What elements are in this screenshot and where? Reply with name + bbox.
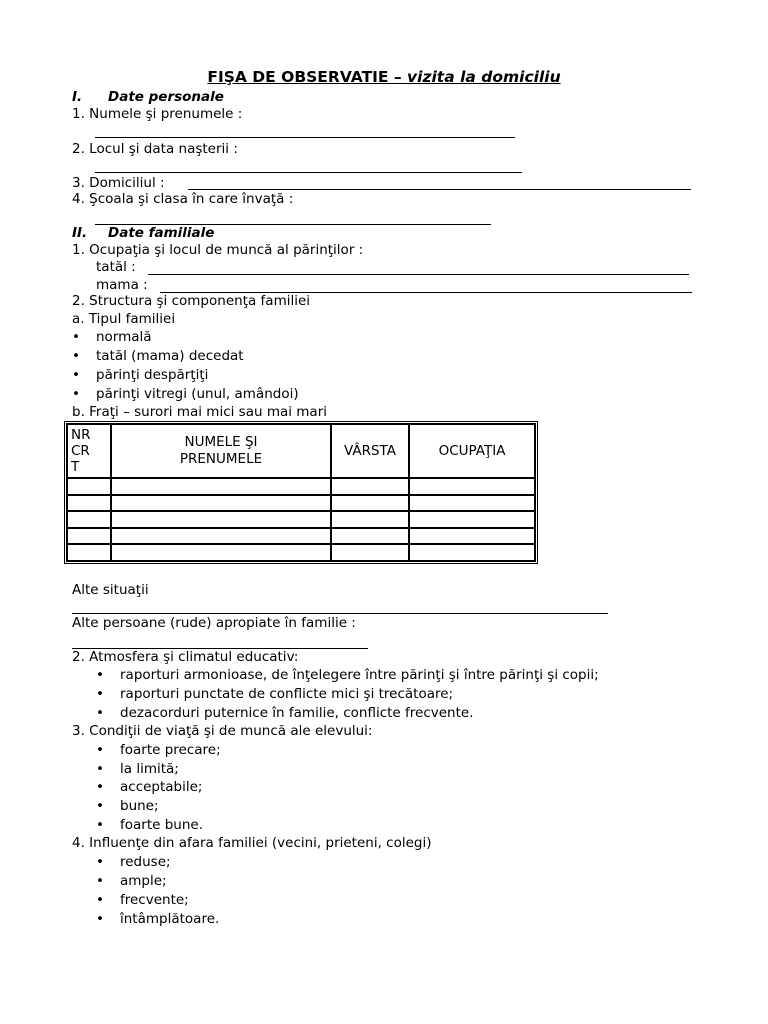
table-cell[interactable] [409,544,535,561]
title-main: FIŞA DE OBSERVATIE – [207,68,408,86]
section-2-label: Date familiale [108,225,215,241]
table-cell[interactable] [111,478,331,495]
family-structure-label: 2. Structura şi componenţa familiei [72,293,311,309]
influences-heading: 4. Influenţe din afara familiei (vecini, prieteni, colegi) [72,835,432,851]
document-title [0,68,768,86]
table-cell[interactable] [111,495,331,512]
conditions-item: • foarte precare; [120,741,221,759]
family-type-heading: a. Tipul familiei [72,311,176,327]
table-cell[interactable] [67,478,111,495]
table-cell[interactable] [331,528,409,545]
table-cell[interactable] [409,528,535,545]
field-birth-line[interactable] [95,172,522,173]
table-cell[interactable] [409,511,535,528]
table-cell[interactable] [111,528,331,545]
influences-item: • reduse; [120,853,171,871]
section-1-number: I. [72,89,83,105]
family-type-item: • părinţi vitregi (unul, amândoi) [96,385,299,403]
siblings-heading: b. Fraţi – surori mai mici sau mai mari [72,404,328,420]
influences-item: • întâmplătoare. [120,910,219,928]
field-address-label: 3. Domiciliul : [72,175,165,191]
influences-item: • frecvente; [120,891,189,909]
title-subtitle: vizita la domiciliu [407,68,561,86]
field-birth-label: 2. Locul şi data naşterii : [72,141,238,157]
family-type-item: • normală [96,328,152,346]
table-header-row [67,424,535,478]
conditions-item: • acceptabile; [120,778,202,796]
col-header-age: VÂRSTA [331,424,409,478]
table-cell[interactable] [409,495,535,512]
atmosphere-item: • raporturi punctate de conflicte mici şi trecătoare; [120,685,453,703]
section-1-heading [72,88,224,106]
table-cell[interactable] [331,544,409,561]
section-2-heading [72,224,214,242]
influences-item: • ample; [120,872,167,890]
conditions-item: • bune; [120,797,159,815]
table-row [67,511,535,528]
parents-occupation-label: 1. Ocupaţia şi locul de muncă al părinţilor : [72,242,364,258]
table-cell[interactable] [67,528,111,545]
table-cell[interactable] [331,511,409,528]
col-header-name: NUMELE ŞI PRENUMELE [111,424,331,478]
table-row [67,528,535,545]
table-row [67,544,535,561]
table-cell[interactable] [111,511,331,528]
table-cell[interactable] [331,495,409,512]
table-cell[interactable] [111,544,331,561]
field-name-line[interactable] [95,137,515,138]
atmosphere-heading: 2. Atmosfera şi climatul educativ: [72,649,299,665]
table-cell[interactable] [331,478,409,495]
siblings-table [64,421,538,564]
table-cell[interactable] [67,544,111,561]
father-line[interactable] [148,274,689,275]
conditions-item: • foarte bune. [120,816,203,834]
table-row [67,495,535,512]
father-label: tatăl : [96,259,136,275]
table-cell[interactable] [409,478,535,495]
atmosphere-item: • raporturi armonioase, de înţelegere între părinţi şi între părinţi şi copii; [120,666,599,684]
other-situations-label: Alte situaţii [72,582,149,598]
col-header-occupation: OCUPAŢIA [409,424,535,478]
family-type-item: • părinţi despărţiţi [96,366,208,384]
field-name-label: 1. Numele şi prenumele : [72,106,243,122]
atmosphere-item: • dezacorduri puternice în familie, conflicte frecvente. [120,704,474,722]
section-2-number: II. [72,225,88,241]
field-school-label: 4. Şcoala şi clasa în care învaţă : [72,191,294,207]
family-type-item: • tatăl (mama) decedat [96,347,244,365]
other-people-label: Alte persoane (rude) apropiate în familie : [72,615,356,631]
conditions-heading: 3. Condiţii de viaţă şi de muncă ale elevului: [72,723,373,739]
mother-label: mama : [96,277,148,293]
table-cell[interactable] [67,495,111,512]
conditions-item: • la limită; [120,760,179,778]
col-header-nr: NR CR T [67,424,111,478]
table-row [67,478,535,495]
table-cell[interactable] [67,511,111,528]
section-1-label: Date personale [108,89,224,105]
